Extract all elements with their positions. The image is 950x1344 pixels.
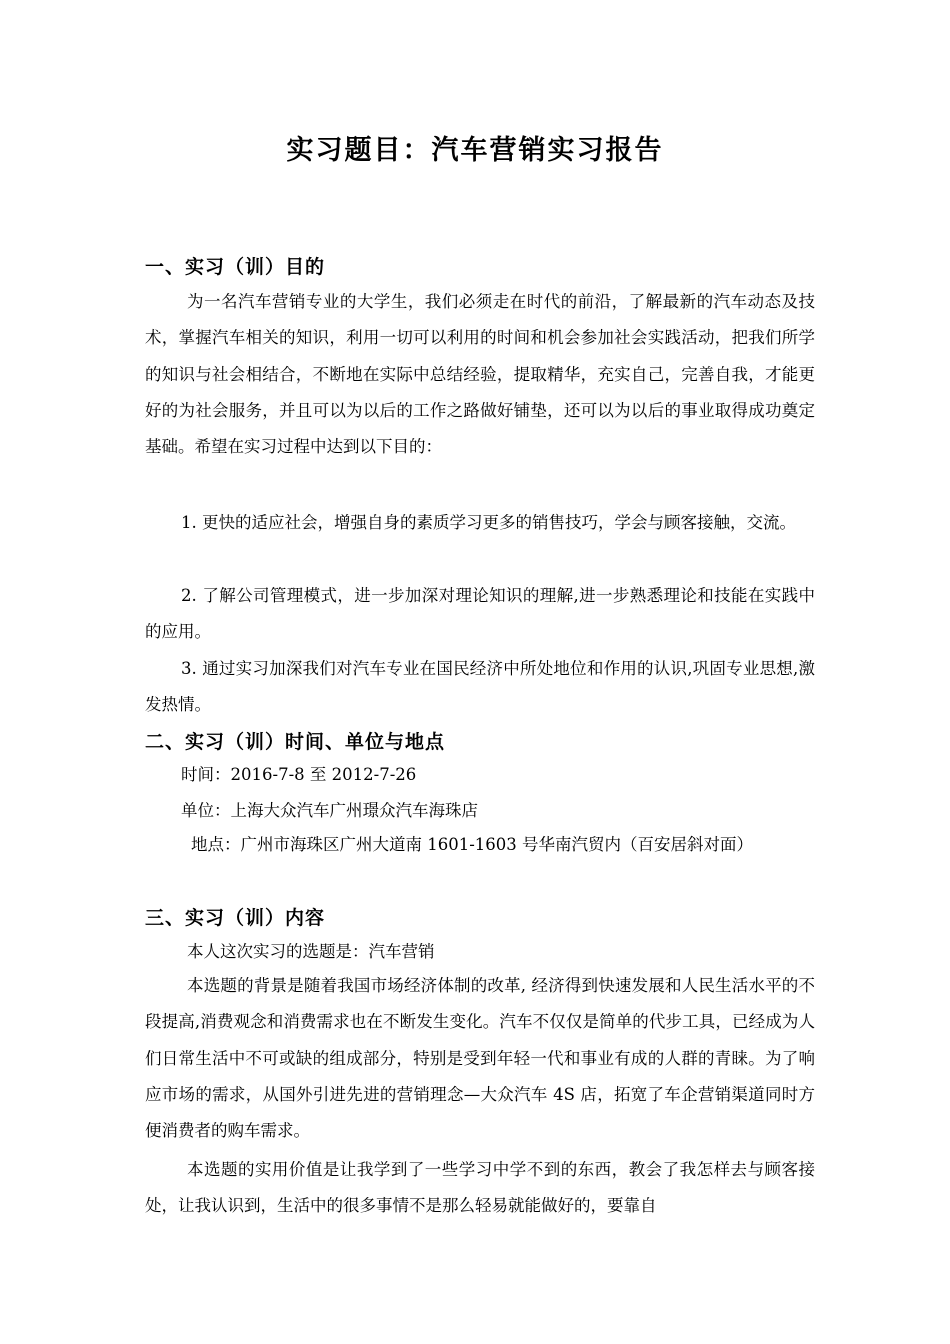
section-heading-content: 三、实习（训）内容: [145, 907, 326, 929]
paragraph-value: 本选题的实用价值是让我学到了一些学习中学不到的东西，教会了我怎样去与顾客接处，让我认识到，生活中的很多事情不是那么轻易就能做好的，要靠自: [145, 1160, 815, 1216]
paragraph-unit: 单位：上海大众汽车广州璟众汽车海珠店: [181, 801, 478, 820]
section-heading-purpose: 一、实习（训）目的: [145, 256, 326, 278]
paragraph-location: 地点：广州市海珠区广州大道南 1601-1603 号华南汽贸内（百安居斜对面）: [191, 835, 754, 854]
paragraph-topic: 本人这次实习的选题是：汽车营销: [187, 942, 435, 961]
section-heading-time-place: 二、实习（训）时间、单位与地点: [145, 731, 446, 753]
document-title: 实习题目：汽车营销实习报告: [286, 135, 664, 166]
paragraph-background: 本选题的背景是随着我国市场经济体制的改革, 经济得到快速发展和人民生活水平的不段提高,消费观念和消费需求也在不断发生变化。汽车不仅仅是简单的代步工具，已经成为人们日常生活中不可或缺的组成部分，特别是受到年轻一代和事业有成的人群的青睐。为了响应市场的需求，从国外引进先进的营销理念—大众汽车 4S 店，拓宽了车企营销渠道同时方便消费者的购车需求。: [145, 976, 815, 1141]
list-item-purpose-3: 3. 通过实习加深我们对汽车专业在国民经济中所处地位和作用的认识,巩固专业思想,激发热情。: [145, 659, 815, 715]
list-item-purpose-2: 2. 了解公司管理模式，进一步加深对理论知识的理解,进一步熟悉理论和技能在实践中的应用。: [145, 586, 815, 642]
paragraph-purpose-intro: 为一名汽车营销专业的大学生，我们必须走在时代的前沿，了解最新的汽车动态及技术，掌握汽车相关的知识，利用一切可以利用的时间和机会参加社会实践活动，把我们所学的知识与社会相结合，不断地在实际中总结经验，提取精华，充实自己，完善自我，才能更好的为社会服务，并且可以为以后的工作之路做好铺垫，还可以为以后的事业取得成功奠定基础。希望在实习过程中达到以下目的：: [145, 292, 815, 457]
list-item-purpose-1: 1. 更快的适应社会，增强自身的素质学习更多的销售技巧，学会与顾客接触，交流。: [181, 513, 796, 532]
paragraph-time: 时间：2016-7-8 至 2012-7-26: [181, 765, 417, 784]
